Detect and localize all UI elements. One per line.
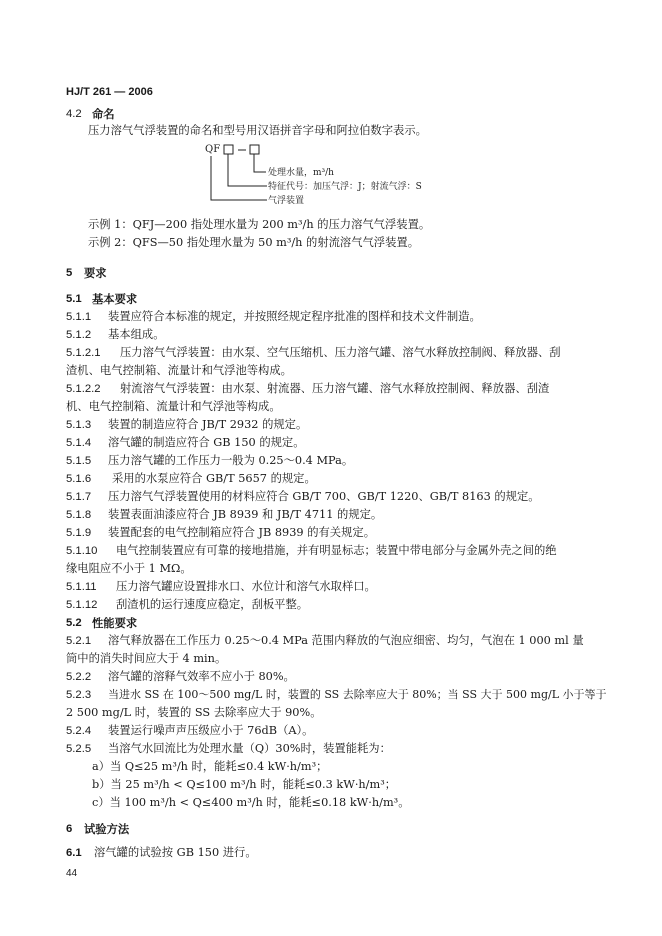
item-number: 5.1.12 — [66, 599, 98, 611]
item-text: 基本组成。 — [108, 328, 165, 341]
diagram-leader-feature — [228, 154, 267, 186]
item-number: 5.1.3 — [66, 419, 92, 431]
item-text: 装置应符合本标准的规定，并按照经规定程序批准的图样和技术文件制造。 — [108, 310, 481, 323]
item-text-cont: 缘电阻应不小于 1 MΩ。 — [66, 562, 192, 575]
section-5-1-title: 基本要求 — [92, 292, 138, 306]
item-text: 当进水 SS 在 100～500 mg/L 时，装置的 SS 去除率应大于 80%；当 SS 大于 500 mg/L 小于等于 — [108, 688, 607, 701]
item-text: 射流溶气气浮装置：由水泵、射流器、压力溶气罐、溶气水释放控制阀、释放器、刮渣 — [120, 382, 550, 395]
item-number: 5.1.2.1 — [66, 347, 101, 359]
section-6-number: 6 — [66, 823, 73, 835]
section-5-2-title: 性能要求 — [92, 616, 138, 630]
standard-header: HJ/T 261 — 2006 — [66, 86, 153, 98]
section-6-title: 试验方法 — [84, 822, 130, 836]
section-4-2-title: 命名 — [92, 107, 115, 121]
item-text: 溶气释放器在工作压力 0.25～0.4 MPa 范围内释放的气泡应细密、均匀，气泡在 1 000 ml 量 — [108, 634, 584, 647]
item-number: 5.2.1 — [66, 635, 92, 647]
item-text: 装置表面油漆应符合 JB 8939 和 JB/T 4711 的规定。 — [108, 508, 383, 521]
item-text: 溶气罐的溶释气效率不应小于 80%。 — [108, 670, 295, 683]
item-text: 压力溶气气浮装置使用的材料应符合 GB/T 700、GB/T 1220、GB/T 8163 的规定。 — [108, 490, 540, 503]
diagram-label-device: 气浮装置 — [268, 196, 305, 206]
item-text: 当溶气水回流比为处理水量（Q）30%时，装置能耗为： — [108, 742, 391, 755]
section-6-1-number: 6.1 — [66, 847, 82, 859]
item-text: 刮渣机的运行速度应稳定，刮板平整。 — [116, 598, 309, 611]
subitem-c: c）当 100 m³/h < Q≤400 m³/h 时，能耗≤0.18 kW·h/m³。 — [92, 796, 410, 809]
item-number: 5.2.2 — [66, 671, 92, 683]
item-number: 5.1.10 — [66, 545, 98, 557]
item-text: 压力溶气气浮装置：由水泵、空气压缩机、压力溶气罐、溶气水释放控制阀、释放器、刮 — [120, 346, 561, 359]
diagram-box-feature — [224, 145, 233, 154]
item-text: 装置的制造应符合 JB/T 2932 的规定。 — [108, 418, 308, 431]
item-number: 5.2.5 — [66, 743, 92, 755]
item-number: 5.2.3 — [66, 689, 92, 701]
section-4-2-text: 压力溶气气浮装置的命名和型号用汉语拼音字母和阿拉伯数字表示。 — [88, 124, 427, 137]
item-number: 5.1.2 — [66, 329, 92, 341]
item-number: 5.1.9 — [66, 527, 92, 539]
item-text: 装置运行噪声声压级应小于 76dB（A）。 — [108, 724, 314, 737]
page-number: 44 — [66, 868, 78, 879]
item-number: 5.2.4 — [66, 725, 92, 737]
diagram-leader-capacity — [254, 154, 266, 172]
item-number: 5.1.7 — [66, 491, 92, 503]
item-number: 5.1.2.2 — [66, 383, 101, 395]
item-number: 5.1.6 — [66, 473, 92, 485]
item-text-cont: 筒中的消失时间应大于 4 min。 — [66, 652, 227, 665]
section-6-1-text: 溶气罐的试验按 GB 150 进行。 — [94, 846, 257, 859]
item-text-cont: 2 500 mg/L 时，装置的 SS 去除率应大于 90%。 — [66, 706, 322, 719]
item-text-cont: 机、电气控制箱、流量计和气浮池等构成。 — [66, 400, 281, 413]
item-number: 5.1.5 — [66, 455, 92, 467]
item-number: 5.1.1 — [66, 311, 92, 323]
item-number: 5.1.8 — [66, 509, 92, 521]
section-5-2-number: 5.2 — [66, 617, 82, 629]
item-text: 压力溶气罐应设置排水口、水位计和溶气水取样口。 — [116, 580, 376, 593]
diagram-label-feature: 特征代号：加压气浮：J；射流气浮：S — [268, 182, 422, 192]
item-text: 溶气罐的制造应符合 GB 150 的规定。 — [108, 436, 305, 449]
diagram-label-capacity: 处理水量，m³/h — [268, 168, 334, 178]
item-text: 压力溶气罐的工作压力一般为 0.25～0.4 MPa。 — [108, 454, 354, 467]
section-5-number: 5 — [66, 267, 73, 279]
item-text: 采用的水泵应符合 GB/T 5657 的规定。 — [112, 472, 316, 485]
item-text: 装置配套的电气控制箱应符合 JB 8939 的有关规定。 — [108, 526, 375, 539]
item-text: 电气控制装置应有可靠的接地措施，并有明显标志；装置中带电部分与金属外壳之间的绝 — [116, 544, 557, 557]
item-text-cont: 渣机、电气控制箱、流量计和气浮池等构成。 — [66, 364, 292, 377]
section-5-title: 要求 — [84, 266, 107, 280]
example-2: 示例 2：QFS—50 指处理水量为 50 m³/h 的射流溶气气浮装置。 — [88, 236, 419, 249]
diagram-box-capacity — [250, 145, 259, 154]
item-number: 5.1.4 — [66, 437, 92, 449]
section-5-1-number: 5.1 — [66, 293, 82, 305]
example-1: 示例 1：QFJ—200 指处理水量为 200 m³/h 的压力溶气气浮装置。 — [88, 218, 431, 231]
section-4-2-number: 4.2 — [66, 108, 82, 120]
subitem-a: a）当 Q≤25 m³/h 时，能耗≤0.4 kW·h/m³； — [92, 760, 328, 773]
diagram-leader-device — [211, 156, 267, 200]
subitem-b: b）当 25 m³/h < Q≤100 m³/h 时，能耗≤0.3 kW·h/m³； — [92, 778, 397, 791]
diagram-qf-label: QF — [205, 144, 221, 155]
item-number: 5.1.11 — [66, 581, 97, 593]
